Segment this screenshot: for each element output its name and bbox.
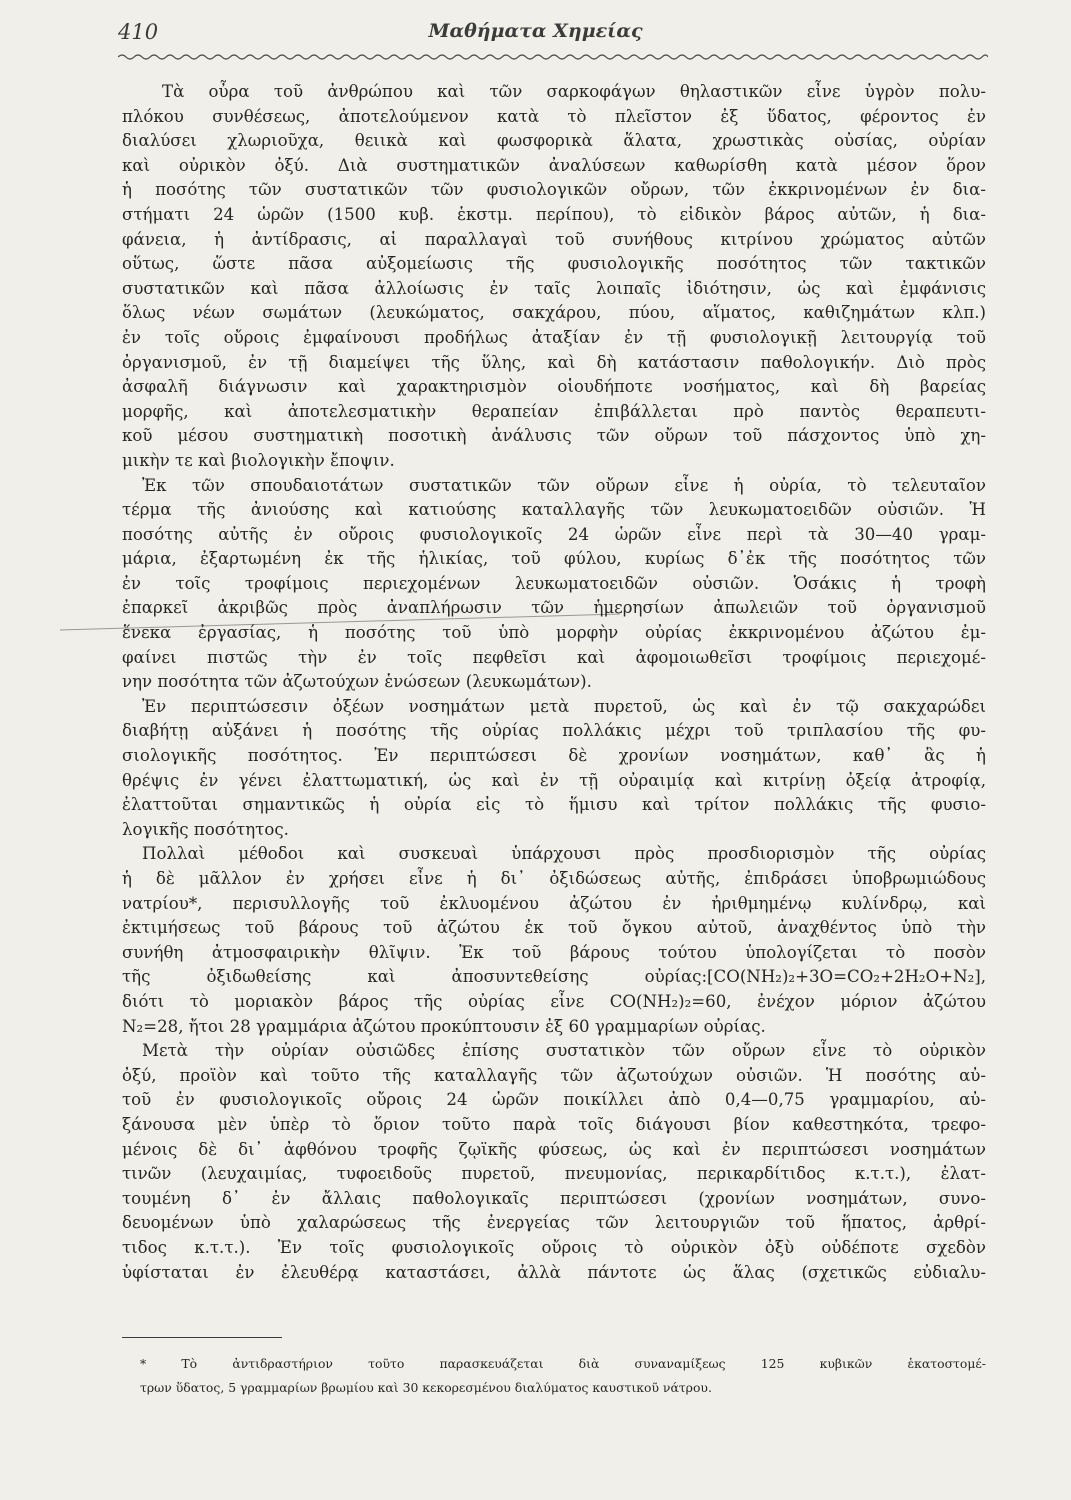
- text-line: νατρίου*, περισυλλογῆς τοῦ ἐκλυομένου ἀζώτου ἐν ἠριθμημένῳ κυλίνδρῳ, καὶ: [122, 893, 986, 913]
- text-line: θρέψις ἐν γένει ἐλαττωματική, ὡς καὶ ἐν τῇ οὐραιμίᾳ καὶ κιτρίνῃ ὀξείᾳ ἀτροφίᾳ,: [122, 770, 986, 790]
- text-line: ἡ δὲ μᾶλλον ἐν χρήσει εἶνε ἡ δι᾽ ὀξιδώσεως αὐτῆς, ἐπιδράσει ὑποβρωμιώδους: [122, 869, 986, 888]
- text-line: μικὴν τε καὶ βιολογικὴν ἔποψιν.: [122, 450, 395, 470]
- footnote-line: * Τὸ ἀντιδραστήριον τοῦτο παρασκευάζεται διὰ συναναμίξεως 125 κυβικῶν ἑκατοστομέ-: [140, 1356, 986, 1371]
- text-line: δευομένων ὑπὸ χαλαρώσεως τῆς ἐνεργείας τῶν λειτουργιῶν τοῦ ἥπατος, ἀρθρί-: [122, 1213, 986, 1233]
- text-line: Ἐκ τῶν σπουδαιοτάτων συστατικῶν τῶν οὔρων εἶνε ἡ οὐρία, τὸ τελευταῖον: [142, 475, 986, 495]
- text-line: τέρμα τῆς ἀνιούσης καὶ κατιούσης καταλλαγῆς τῶν λευκωματοειδῶν οὐσιῶν. Ἡ: [122, 500, 986, 520]
- text-line: ἀσφαλῆ διάγνωσιν καὶ χαρακτηρισμὸν οἱουδήποτε νοσήματος, καὶ δὴ βαρείας: [122, 377, 986, 397]
- text-line: ὀργανισμοῦ, ἐν τῇ διαμείψει τῆς ὕλης, καὶ δὴ κατάστασιν παθολογικήν. Διὸ πρὸς: [122, 352, 986, 372]
- text-line: ἐπαρκεῖ ἀκριβῶς πρὸς ἀναπλήρωσιν τῶν ἡμερησίων ἀπωλειῶν τοῦ ὀργανισμοῦ: [122, 598, 986, 618]
- text-line: ἐν τοῖς τροφίμοις περιεχομένων λευκωματοειδῶν οὐσιῶν. Ὁσάκις ἡ τροφὴ: [122, 573, 986, 593]
- text-line: τῆς ὀξιδωθείσης καὶ ἀποσυντεθείσης οὐρίας:[CO(NH₂)₂+3O=CO₂+2H₂O+N₂],: [122, 967, 986, 987]
- text-line: τοῦ ἐν φυσιολογικοῖς οὔροις 24 ὡρῶν ποικίλλει ἀπὸ 0,4—0,75 γραμμαρίου, αὐ-: [122, 1090, 986, 1110]
- text-line: ξάνουσα μὲν ὑπὲρ τὸ ὅριον τοῦτο παρὰ τοῖς διάγουσι βίον καθεστηκότα, τρεφο-: [122, 1114, 986, 1134]
- text-line: σιολογικῆς ποσότητος. Ἐν περιπτώσεσι δὲ χρονίων νοσημάτων, καθ᾽ ἃς ἡ: [122, 746, 986, 766]
- text-line: Πολλαὶ μέθοδοι καὶ συσκευαὶ ὑπάρχουσι πρὸς προσδιορισμὸν τῆς οὐρίας: [142, 844, 986, 864]
- text-line: μορφῆς, καὶ ἀποτελεσματικὴν θεραπείαν ἐπιβάλλεται πρὸ παντὸς θεραπευτι-: [122, 401, 986, 421]
- text-line: μένοις δὲ δι᾽ ἀφθόνου τροφῆς ζῳϊκῆς φύσεως, ὡς καὶ ἐν περιπτώσεσι νοσημάτων: [122, 1139, 986, 1159]
- text-line: διαβήτῃ αὐξάνει ἡ ποσότης τῆς οὐρίας πολλάκις μέχρι τοῦ τριπλασίου τῆς φυ-: [122, 721, 986, 741]
- page-number: 410: [118, 20, 159, 44]
- header-ornamental-rule: [118, 52, 988, 62]
- text-line: νην ποσότητα τῶν ἀζωτούχων ἑνώσεων (λευκωμάτων).: [122, 672, 592, 692]
- text-line: στήματι 24 ὡρῶν (1500 κυβ. ἑκστμ. περίπου), τὸ εἰδικὸν βάρος αὐτῶν, ἡ δια-: [122, 204, 986, 224]
- text-line: τουμένη δ᾽ ἐν ἄλλαις παθολογικαῖς περιπτώσεσι (χρονίων νοσημάτων, συνο-: [122, 1188, 986, 1208]
- running-title: Μαθήματα Χημείας: [428, 20, 643, 42]
- text-line: Ἐν περιπτώσεσιν ὀξέων νοσημάτων μετὰ πυρετοῦ, ὡς καὶ ἐν τῷ σακχαρώδει: [142, 696, 986, 716]
- text-line: τιδος κ.τ.τ.). Ἐν τοῖς φυσιολογικοῖς οὔροις τὸ οὐρικὸν ὀξὺ οὐδέποτε σχεδὸν: [122, 1237, 986, 1257]
- footnote-rule: [122, 1337, 282, 1338]
- text-line: N₂=28, ἤτοι 28 γραμμάρια ἀζώτου προκύπτουσιν ἐξ 60 γραμμαρίων οὐρίας.: [122, 1016, 766, 1036]
- text-line: διαλύσει χλωριοῦχα, θειικὰ καὶ φωσφορικὰ ἅλατα, χρωστικὰς οὐσίας, οὐρίαν: [122, 131, 986, 151]
- text-line: φάνεια, ἡ ἀντίδρασις, αἱ παραλλαγαὶ τοῦ συνήθους κιτρίνου χρώματος αὐτῶν: [122, 229, 986, 249]
- text-line: ὑφίσταται ἐν ἐλευθέρᾳ καταστάσει, ἀλλὰ πάντοτε ὡς ἅλας (σχετικῶς εὐδιαλυ-: [122, 1262, 986, 1282]
- footnote: [122, 1352, 986, 1400]
- text-line: ἡ ποσότης τῶν συστατικῶν τῶν φυσιολογικῶν οὔρων, τῶν ἐκκρινομένων ἐν δια-: [122, 180, 986, 200]
- body-text: [122, 80, 986, 1285]
- text-line: οὕτως, ὥστε πᾶσα αὐξομείωσις τῆς φυσιολογικῆς ποσότητος τῶν τακτικῶν: [122, 254, 986, 274]
- text-line: λογικῆς ποσότητος.: [122, 819, 289, 839]
- text-line: ἕνεκα ἐργασίας, ἡ ποσότης τοῦ ὑπὸ μορφὴν οὐρίας ἐκκρινομένου ἀζώτου ἐμ-: [122, 623, 986, 643]
- text-line: τινῶν (λευχαιμίας, τυφοειδοῦς πυρετοῦ, πνευμονίας, περικαρδίτιδος κ.τ.τ.), ἐλατ-: [122, 1164, 986, 1184]
- footnote-line: τρων ὕδατος, 5 γραμμαρίων βρωμίου καὶ 30 κεκορεσμένου διαλύματος καυστικοῦ νάτρου.: [140, 1380, 712, 1395]
- text-line: ἐν τοῖς οὔροις ἐμφαίνουσι προδήλως ἀταξίαν ἐν τῇ φυσιολογικῇ λειτουργίᾳ τοῦ: [122, 327, 986, 347]
- text-line: ποσότης αὐτῆς ἐν οὔροις φυσιολογικοῖς 24 ὡρῶν εἶνε περὶ τὰ 30—40 γραμ-: [122, 524, 986, 544]
- text-line: συστατικῶν καὶ πᾶσα ἀλλοίωσις ἐν ταῖς λοιπαῖς ἰδιότησιν, ὡς καὶ ἐμφάνισις: [122, 278, 986, 298]
- text-line: μάρια, ἐξαρτωμένη ἐκ τῆς ἡλικίας, τοῦ φύλου, κυρίως δ᾽ἐκ τῆς ποσότητος τῶν: [122, 549, 986, 569]
- text-line: διότι τὸ μοριακὸν βάρος τῆς οὐρίας εἶνε CO(NH₂)₂=60, ἐνέχον μόριον ἀζώτου: [122, 991, 986, 1011]
- text-line: ἐλαττοῦται σημαντικῶς ἡ οὐρία εἰς τὸ ἥμισυ καὶ τρίτον πολλάκις τῆς φυσιο-: [122, 795, 986, 815]
- text-line: Μετὰ τὴν οὐρίαν οὐσιῶδες ἐπίσης συστατικὸν τῶν οὔρων εἶνε τὸ οὐρικὸν: [142, 1041, 986, 1061]
- text-line: συνήθη ἀτμοσφαιρικὴν θλῖψιν. Ἐκ τοῦ βάρους τούτου ὑπολογίζεται τὸ ποσὸν: [122, 942, 986, 962]
- text-line: κοῦ μέσου συστηματικὴ ποσοτικὴ ἀνάλυσις τῶν οὔρων τοῦ πάσχοντος ὑπὸ χη-: [122, 426, 986, 446]
- text-line: φαίνει πιστῶς τὴν ἐν τοῖς πεφθεῖσι καὶ ἀφομοιωθεῖσι τροφίμοις περιεχομέ-: [122, 647, 986, 667]
- text-line: ἐκτιμήσεως τοῦ βάρους τοῦ ἀζώτου ἐκ τοῦ ὄγκου αὐτοῦ, ἀναχθέντος ὑπὸ τὴν: [122, 918, 986, 938]
- text-line: ὀξύ, προϊὸν καὶ τοῦτο τῆς καταλλαγῆς τῶν ἀζωτούχων οὐσιῶν. Ἡ ποσότης αὐ-: [122, 1065, 986, 1085]
- text-line: Τὰ οὖρα τοῦ ἀνθρώπου καὶ τῶν σαρκοφάγων θηλαστικῶν εἶνε ὑγρὸν πολυ-: [162, 82, 986, 101]
- text-line: καὶ οὐρικὸν ὀξύ. Διὰ συστηματικῶν ἀναλύσεων καθωρίσθη κατὰ μέσον ὅρον: [122, 155, 986, 175]
- text-line: πλόκου συνθέσεως, ἀποτελούμενον κατὰ τὸ πλεῖστον ἐξ ὕδατος, φέροντος ἐν: [122, 106, 986, 126]
- text-line: ὅλως νέων σωμάτων (λευκώματος, σακχάρου, πύου, αἵματος, καθιζημάτων κλπ.): [122, 303, 986, 323]
